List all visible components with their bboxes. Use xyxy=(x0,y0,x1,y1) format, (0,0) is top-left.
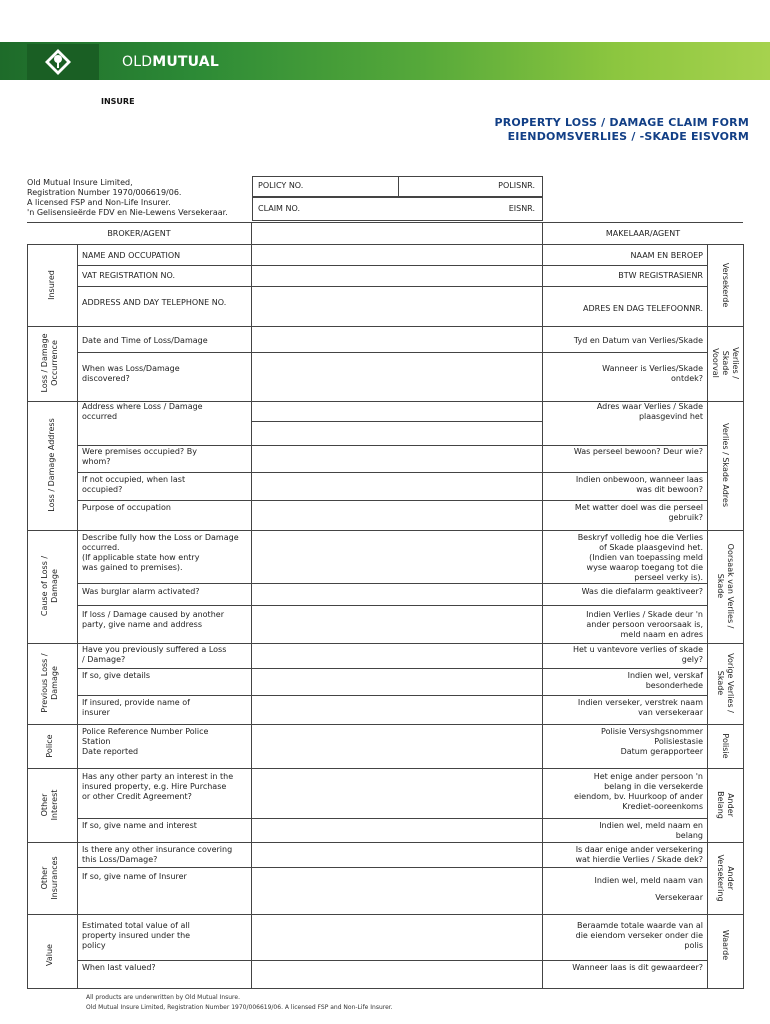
field-label-en: Has any other party an interest in the insured property, e.g. Hire Purchase or other Credit Agreement? xyxy=(82,772,234,801)
field-label-af: Wanneer laas is dit gewaardeer? xyxy=(572,963,703,972)
field-label-af: NAAM EN BEROEP xyxy=(630,251,703,260)
field-label-en: If so, give name of Insurer xyxy=(82,872,187,881)
field-label-af: Beraamde totale waarde van al die eiendom verseker onder die polis xyxy=(575,921,703,950)
polisnr-label: POLISNR. xyxy=(498,181,535,190)
footer-line-1: All products are underwritten by Old Mutual Insure. xyxy=(86,994,240,1001)
section-label-polisie: Polisie xyxy=(721,733,730,759)
section-label-cause: Cause of Loss / Damage xyxy=(40,555,59,617)
broker-label-en: BROKER/AGENT xyxy=(107,229,171,238)
brand-name: OLDMUTUAL xyxy=(122,54,219,70)
field-label-af: Indien verseker, verstrek naam van versekeraar xyxy=(577,698,703,717)
field-label-en: Is there any other insurance covering this Loss/Damage? xyxy=(82,845,233,864)
field-label-af: Tyd en Datum van Verlies/Skade xyxy=(573,336,703,345)
field-label-en: Address where Loss / Damage occurred xyxy=(82,402,203,421)
field-label-en: If so, give name and interest xyxy=(82,821,197,830)
field-label-en: If so, give details xyxy=(82,671,151,680)
field-label-af: Indien wel, verskaf besonderhede xyxy=(627,671,703,690)
field-label-en: NAME AND OCCUPATION xyxy=(82,251,181,260)
field-label-af: Polisie Versyshgsnommer Polisiestasie Datum gerapporteer xyxy=(601,727,703,756)
section-label-other-interest: Other Interest xyxy=(40,789,59,821)
field-label-en: If insured, provide name of insurer xyxy=(82,698,190,717)
policy-no-label: POLICY NO. xyxy=(258,181,304,190)
footer-line-2: Old Mutual Insure Limited, Registration Number 1970/006619/06. A licensed FSP and Non-Life Insurer. xyxy=(86,1004,393,1011)
section-label-occurrence: Loss / Damage Occurrence xyxy=(40,333,59,393)
header-band xyxy=(0,42,770,80)
field-label-en: Police Reference Number Police Station Date reported xyxy=(82,727,209,756)
section-label-value: Value xyxy=(45,944,54,966)
field-label-af: Indien onbewoon, wanneer laas was dit bewoon? xyxy=(575,475,703,494)
field-label-en: Purpose of occupation xyxy=(82,503,171,512)
field-label-af: Indien wel, meld naam en belang xyxy=(599,821,703,840)
field-label-af: Adres waar Verlies / Skade plaasgevind het xyxy=(596,402,703,421)
section-label-insured: Insured xyxy=(47,270,56,300)
eisnr-label: EISNR. xyxy=(508,204,535,213)
field-label-en: Describe fully how the Loss or Damage occurred. (If applicable state how entry was gained to premises). xyxy=(82,533,239,572)
broker-label-af: MAKELAAR/AGENT xyxy=(605,229,681,238)
field-label-en: Date and Time of Loss/Damage xyxy=(82,336,208,345)
field-label-en: Were premises occupied? By whom? xyxy=(82,447,197,466)
field-label-af: Wanneer is Verlies/Skade ontdek? xyxy=(602,364,703,383)
field-label-af: Beskryf volledig hoe die Verlies of Skade plaasgevind het. (Indien van toepassing meld wyse waarop toegang tot die perseel verky is). xyxy=(577,533,703,582)
field-label-en: If loss / Damage caused by another party, give name and address xyxy=(82,610,224,629)
section-label-other-insurances: Other Insurances xyxy=(40,856,59,900)
field-label-en: When was Loss/Damage discovered? xyxy=(82,364,180,383)
section-label-police: Police xyxy=(45,734,54,758)
company-info: Old Mutual Insure Limited, Registration Number 1970/006619/06. A licensed FSP and Non-Life Insurer. 'n Gelisensieërde FDV en Nie-Lewens Versekeraar. xyxy=(27,178,228,217)
field-label-en: If not occupied, when last occupied? xyxy=(82,475,186,494)
field-label-af: BTW REGISTRASIENR xyxy=(618,271,703,280)
sub-brand: INSURE xyxy=(101,97,135,106)
field-label-af: Was perseel bewoon? Deur wie? xyxy=(573,447,703,456)
field-label-af: ADRES EN DAG TELEFOONNR. xyxy=(583,304,703,313)
field-label-en: ADDRESS AND DAY TELEPHONE NO. xyxy=(82,298,227,307)
field-label-en: Was burglar alarm activated? xyxy=(82,587,200,596)
section-label-versekerde: Versekerde xyxy=(721,262,730,308)
form-title-af: EIENDOMSVERLIES / -SKADE EISVORM xyxy=(507,130,749,143)
field-label-af: Was die diefalarm geaktiveer? xyxy=(581,587,703,596)
old-mutual-logo-icon xyxy=(44,48,72,76)
field-label-en: Estimated total value of all property insured under the policy xyxy=(82,921,191,950)
field-label-en: Have you previously suffered a Loss / Damage? xyxy=(82,645,227,664)
field-label-af: Met watter doel was die perseel gebruik? xyxy=(574,503,703,522)
section-label-waarde: Waarde xyxy=(721,929,730,961)
section-label-vorige: Vorige Verlies / Skade xyxy=(716,653,735,713)
field-label-af: Indien wel, meld naam van Versekeraar xyxy=(594,876,703,902)
section-label-ander-belang: Ander Belang xyxy=(716,791,735,819)
section-label-ander-versekering: Ander Versekering xyxy=(716,854,735,902)
section-label-oorsaak: Oorsaak van Verlies / Skade xyxy=(716,543,735,629)
field-label-af: Het enige ander persoon 'n belang in die versekerde eiendom, bv. Huurkoop of ander Krediet-ooreenkoms xyxy=(574,772,703,811)
section-label-previous: Previous Loss / Damage xyxy=(40,653,59,713)
field-label-en: When last valued? xyxy=(82,963,156,972)
field-label-en: VAT REGISTRATION NO. xyxy=(82,271,176,280)
section-label-address: Loss / Damage Address xyxy=(47,418,56,512)
form-title-en: PROPERTY LOSS / DAMAGE CLAIM FORM xyxy=(494,116,749,129)
section-label-adres: Verlies / Skade Adres xyxy=(721,422,730,508)
section-label-voorval: Verlies / Skade Voorval xyxy=(711,347,740,379)
field-label-af: Het u vantevore verlies of skade gely? xyxy=(572,645,703,664)
field-label-af: Indien Verlies / Skade deur 'n ander persoon veroorsaak is, meld naam en adres xyxy=(586,610,703,639)
field-label-af: Is daar enige ander versekering wat hierdie Verlies / Skade dek? xyxy=(575,845,703,864)
claim-no-label: CLAIM NO. xyxy=(258,204,301,213)
